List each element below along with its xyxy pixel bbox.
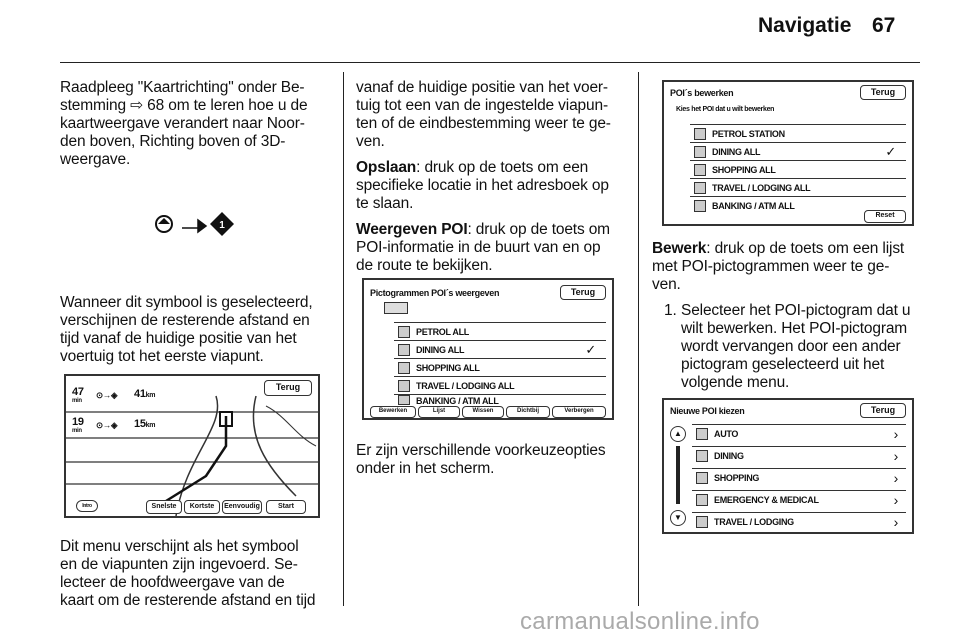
poi-icon xyxy=(696,516,708,528)
column-2-p4 xyxy=(356,442,634,486)
column-divider-2 xyxy=(638,72,639,606)
poi-icon xyxy=(694,146,706,158)
new-poi-screen xyxy=(662,398,914,534)
list-item[interactable]: PETROL STATION xyxy=(690,124,906,143)
car-logo: Intro xyxy=(76,500,98,512)
nearby-button[interactable]: Dichtbij xyxy=(506,406,550,418)
list-item[interactable]: DINING › xyxy=(692,446,906,465)
scrollbar[interactable] xyxy=(676,446,680,504)
page-number: 67 xyxy=(872,14,896,37)
distance-2: 15km xyxy=(134,418,156,430)
edit-button[interactable]: Bewerken xyxy=(370,406,416,418)
clear-button[interactable]: Wissen xyxy=(462,406,504,418)
waypoint-symbol-icon xyxy=(144,176,252,276)
hide-button[interactable]: Verbergen xyxy=(552,406,606,418)
waypoint-symbol-figure xyxy=(144,176,252,276)
back-button[interactable]: Terug xyxy=(560,285,606,300)
list-item[interactable]: TRAVEL / LODGING ALL xyxy=(690,178,906,197)
check-icon: ✓ xyxy=(585,342,596,357)
column-divider-1 xyxy=(343,72,344,606)
paragraph-menu-appears: Dit menu verschijnt als het symbool en de viapunten zijn ingevoerd. Se- lecteer de hoofdweergave van de kaart om de resterende afstand en tijd xyxy=(60,538,316,609)
chevron-right-icon: › xyxy=(893,470,898,486)
back-button[interactable]: Terug xyxy=(860,85,906,100)
watermark: carmanualsonline.info xyxy=(520,608,760,635)
column-1-p3 xyxy=(60,538,338,618)
list-button[interactable]: Lijst xyxy=(418,406,460,418)
list-item[interactable]: EMERGENCY & MEDICAL › xyxy=(692,490,906,509)
arrow-ref-icon: ⇨ xyxy=(130,97,143,114)
distance-1: 41km xyxy=(134,388,156,400)
column-2 xyxy=(356,79,634,283)
chevron-right-icon: › xyxy=(893,492,898,508)
poi-icon xyxy=(696,428,708,440)
header-divider xyxy=(60,62,920,63)
scroll-down-icon[interactable]: ▼ xyxy=(670,510,686,526)
poi-icon xyxy=(694,128,706,140)
list-item[interactable]: BANKING / ATM ALL xyxy=(394,394,606,406)
scroll-up-icon[interactable]: ▲ xyxy=(670,426,686,442)
paragraph-map-direction: Raadpleeg "Kaartrichting" onder Be- stemming ⇨ 68 om te leren hoe u de kaartweergave verandert naar Noor- den boven, Richting boven of 3D- weergave. xyxy=(60,79,308,168)
numbered-item-1: 1. Selecteer het POI-pictogram dat u wilt bewerken. Het POI-pictogram wordt vervangen door een ander pictogram geselecteerd uit het volgende menu. xyxy=(664,302,911,391)
list-item[interactable]: PETROL ALL xyxy=(394,322,606,341)
column-3 xyxy=(652,240,920,392)
poi-icons-preview xyxy=(384,302,408,314)
page-title: Navigatie xyxy=(758,14,852,37)
screen-title: Nieuwe POI kiezen xyxy=(670,406,745,416)
paragraph-bewerk: Bewerk: druk op de toets om een lijst met POI-pictogrammen weer te ge- ven. xyxy=(652,240,905,293)
chevron-right-icon: › xyxy=(893,448,898,464)
poi-icon xyxy=(696,494,708,506)
paragraph-preset-options: Er zijn verschillende voorkeuzeopties onder in het scherm. xyxy=(356,442,606,477)
poi-display-screen xyxy=(362,278,614,420)
poi-icon xyxy=(694,200,706,212)
chevron-right-icon: › xyxy=(893,514,898,530)
list-item[interactable]: AUTO › xyxy=(692,424,906,443)
eta-unit-2: min xyxy=(72,428,82,434)
chevron-right-icon: › xyxy=(893,426,898,442)
list-item[interactable]: BANKING / ATM ALL xyxy=(690,196,906,215)
eta-time-2: 19 xyxy=(72,416,84,428)
item-number: 1. xyxy=(664,302,677,319)
route-symbol-2-icon: ⊙→◈ xyxy=(96,420,118,430)
poi-icon xyxy=(696,450,708,462)
poi-edit-screen xyxy=(662,80,914,226)
eta-time-1: 47 xyxy=(72,386,84,398)
poi-icon xyxy=(398,362,410,374)
screen-title: POI´s bewerken xyxy=(670,88,734,98)
route-symbol-1-icon: ⊙→◈ xyxy=(96,390,118,400)
list-item[interactable]: TRAVEL / LODGING › xyxy=(692,512,906,531)
fastest-button[interactable]: Snelste xyxy=(146,500,182,514)
list-item[interactable]: SHOPPING ALL xyxy=(394,358,606,377)
back-button[interactable]: Terug xyxy=(860,403,906,418)
list-item[interactable]: SHOPPING › xyxy=(692,468,906,487)
poi-icon xyxy=(694,182,706,194)
poi-icon xyxy=(398,380,410,392)
reset-button[interactable]: Reset xyxy=(864,210,906,223)
poi-icon xyxy=(694,164,706,176)
poi-icon xyxy=(398,344,410,356)
map-screen xyxy=(64,374,320,518)
shortest-button[interactable]: Kortste xyxy=(184,500,220,514)
screen-subtitle: Kies het POI dat u wilt bewerken xyxy=(676,106,775,113)
poi-icon xyxy=(398,395,410,405)
screen-title: Pictogrammen POI´s weergeven xyxy=(370,288,500,298)
list-item[interactable]: DINING ALL ✓ xyxy=(690,142,906,161)
list-item[interactable]: TRAVEL / LODGING ALL xyxy=(394,376,606,395)
start-button[interactable]: Start xyxy=(266,500,306,514)
paragraph-opslaan: Opslaan: druk op de toets om een specifieke locatie in het adresboek op te slaan. xyxy=(356,159,609,212)
check-icon: ✓ xyxy=(885,144,896,159)
column-1-p2 xyxy=(60,294,338,374)
paragraph-symbol-selected: Wanneer dit symbool is geselecteerd, verschijnen de resterende afstand en tijd vanaf de huidige positie van het voertuig tot het eerste viapunt. xyxy=(60,294,313,365)
column-1 xyxy=(60,79,338,177)
svg-text:1: 1 xyxy=(219,220,225,231)
easy-button[interactable]: Eenvoudig xyxy=(222,500,262,514)
list-item[interactable]: SHOPPING ALL xyxy=(690,160,906,179)
back-button[interactable]: Terug xyxy=(264,380,312,396)
eta-unit-1: min xyxy=(72,398,82,404)
poi-icon xyxy=(696,472,708,484)
poi-icon xyxy=(398,326,410,338)
list-item[interactable]: DINING ALL ✓ xyxy=(394,340,606,359)
paragraph-weergeven-poi: Weergeven POI: druk op de toets om POI-informatie in de buurt van en op de route te bekijken. xyxy=(356,221,610,274)
paragraph-waypoint-continued: vanaf de huidige positie van het voer- tuig tot een van de ingestelde viapun- ten of de eindbestemming weer te ge- ven. xyxy=(356,79,611,150)
